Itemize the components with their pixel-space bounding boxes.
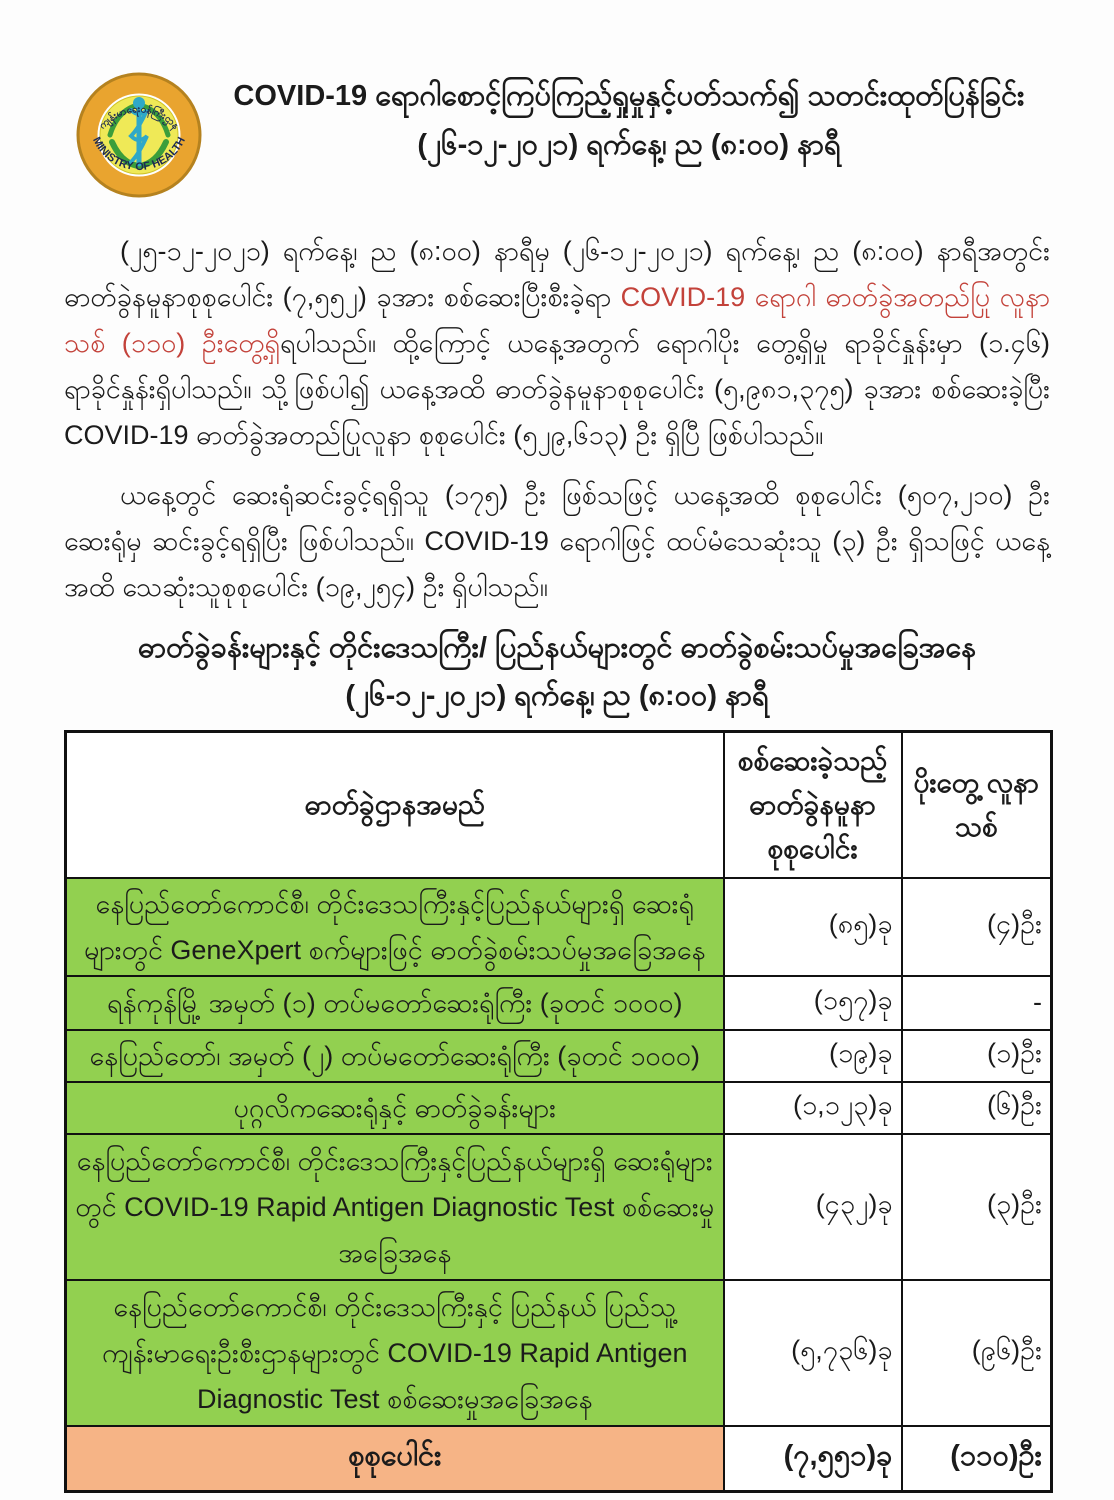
ministry-of-health-logo <box>76 72 202 198</box>
table-row <box>66 1134 1052 1280</box>
samples-cell: (၄၃၂)ခု <box>724 1134 902 1280</box>
paragraph-discharge-deaths: ယနေ့တွင် ဆေးရုံဆင်းခွင့်ရရှိသူ (၁၇၅) ဦး ဖြစ်သဖြင့် ယနေ့အထိ စုစုပေါင်း (၅၀၇,၂၁၀) ဦး ဆေးရုံမှ ဆင်းခွင့်ရရှိပြီး ဖြစ်ပါသည်။ COVID-19 ရောဂါဖြင့် ထပ်မံသေဆုံးသူ (၃) ဦး ရှိသဖြင့် ယနေ့ အထိ သေဆုံးသူစုစုပေါင်း (၁၉,၂၅၄) ဦး ရှိပါသည်။ <box>64 480 1050 602</box>
table-total-row <box>66 1426 1052 1492</box>
table-section-title <box>64 624 1050 720</box>
page-title-datetime: (၂၆-၁၂-၂၀၂၁) ရက်နေ့၊ ည (၈:၀၀) နာရီ <box>417 129 841 161</box>
total-positives-cell: (၁၁၀)ဦး <box>902 1426 1052 1492</box>
page-title-line1: COVID-19 ရောဂါစောင့်ကြပ်ကြည့်ရှုမှုနှင့်ပတ်သက်၍ သတင်းထုတ်ပြန်ခြင်း <box>233 80 1025 112</box>
logo-top-arc-text: ကျန်းမာရေးဝန်ကြီးဌာန <box>97 103 181 132</box>
new-confirmed-cases-highlight: COVID-19 ရောဂါ ဓာတ်ခွဲအတည်ပြု လူနာသစ် (၁၁၀) ဦးတွေ့ရှိ <box>64 282 1051 358</box>
report-body <box>0 228 1114 1493</box>
samples-tested-header: စစ်ဆေးခဲ့သည့် ဓာတ်ခွဲနမူနာ စုစုပေါင်း <box>724 732 902 878</box>
page-title <box>202 70 1056 168</box>
positives-cell: - <box>902 976 1052 1030</box>
table-row <box>66 976 1052 1030</box>
paragraph1-part2: ရပါသည်။ ထို့ကြောင့် ယနေ့အတွက် ရောဂါပိုး တွေ့ရှိမှု ရာခိုင်နှုန်းမှာ (၁.၄၆) ရာခိုင်နှုန်းရှိပါသည်။ သို့ဖြစ်ပါ၍ ယနေ့အထိ ဓာတ်ခွဲနမူနာစုစုပေါင်း (၅,၉၈၁,၃၇၅) ခုအား စစ်ဆေးခဲ့ပြီး COVID-19 ဓာတ်ခွဲအတည်ပြုလူနာ စုစုပေါင်း (၅၂၉,၆၁၃) ဦး ရှိပြီ ဖြစ်ပါသည်။ <box>64 328 1051 450</box>
logo-bottom-arc-text: MINISTRY OF HEALTH <box>90 135 188 174</box>
lab-name-header: ဓာတ်ခွဲဌာနအမည် <box>66 732 724 878</box>
table-row <box>66 878 1052 976</box>
positives-cell: (၁)ဦး <box>902 1030 1052 1082</box>
paragraph1-part1: (၂၅-၁၂-၂၀၂၁) ရက်နေ့၊ ည (၈:၀၀) နာရီမှ (၂၆-၁၂-၂၀၂၁) ရက်နေ့၊ ည (၈:၀၀) နာရီအတွင်း ဓာတ်ခွဲနမူနာစုစုပေါင်း (၇,၅၅၂) ခုအား စစ်ဆေးပြီးစီးခဲ့ရာ <box>64 236 1050 312</box>
samples-cell: (၁၉)ခု <box>724 1030 902 1082</box>
positives-cell: (၉၆)ဦး <box>902 1280 1052 1426</box>
lab-name-cell: နေပြည်တော်၊ အမှတ် (၂) တပ်မတော်ဆေးရုံကြီး (ခုတင် ၁၀၀၀) <box>66 1030 724 1082</box>
lab-name-cell: နေပြည်တော်ကောင်စီ၊ တိုင်းဒေသကြီးနှင့်ပြည်နယ်များရှိ ဆေးရုံ များတွင် GeneXpert စက်များဖြင့် ဓာတ်ခွဲစမ်းသပ်မှုအခြေအနေ <box>66 878 724 976</box>
samples-cell: (၁၅၇)ခု <box>724 976 902 1030</box>
lab-name-cell: ရန်ကုန်မြို့ အမှတ် (၁) တပ်မတော်ဆေးရုံကြီး (ခုတင် ၁၀၀၀) <box>66 976 724 1030</box>
new-positives-header: ပိုးတွေ့ လူနာသစ် <box>902 732 1052 878</box>
samples-cell: (၈၅)ခု <box>724 878 902 976</box>
lab-name-cell: နေပြည်တော်ကောင်စီ၊ တိုင်းဒေသကြီးနှင့် ပြည်နယ် ပြည်သူ့ကျန်းမာရေးဦးစီးဌာနများတွင် COVID-19 Rapid Antigen Diagnostic Test စစ်ဆေးမှုအခြေအနေ <box>66 1280 724 1426</box>
table-row <box>66 1030 1052 1082</box>
samples-cell: (၅,၇၃၆)ခု <box>724 1280 902 1426</box>
table-row <box>66 1082 1052 1134</box>
samples-cell: (၁,၁၂၃)ခု <box>724 1082 902 1134</box>
positives-cell: (၄)ဦး <box>902 878 1052 976</box>
paragraph-daily-summary <box>64 228 1050 458</box>
total-samples-cell: (၇,၅၅၁)ခု <box>724 1426 902 1492</box>
positives-cell: (၃)ဦး <box>902 1134 1052 1280</box>
table-section-title-datetime: (၂၆-၁၂-၂၀၂၁) ရက်နေ့၊ ည (၈:၀၀) နာရီ <box>345 680 769 712</box>
lab-testing-table <box>64 730 1053 1493</box>
report-header <box>0 0 1114 198</box>
ministry-of-health-logo-icon <box>76 72 202 198</box>
lab-name-cell: နေပြည်တော်ကောင်စီ၊ တိုင်းဒေသကြီးနှင့်ပြည်နယ်များရှိ ဆေးရုံများတွင် COVID-19 Rapid Antigen Diagnostic Test စစ်ဆေးမှုအခြေအနေ <box>66 1134 724 1280</box>
lab-name-cell: ပုဂ္ဂလိကဆေးရုံနှင့် ဓာတ်ခွဲခန်းများ <box>66 1082 724 1134</box>
table-header-row <box>66 732 1052 878</box>
positives-cell: (၆)ဦး <box>902 1082 1052 1134</box>
table-section-title-line1: ဓာတ်ခွဲခန်းများနှင့် တိုင်းဒေသကြီး/ ပြည်နယ်များတွင် ဓာတ်ခွဲစမ်းသပ်မှုအခြေအနေ <box>137 632 977 664</box>
table-row <box>66 1280 1052 1426</box>
total-label-cell: စုစုပေါင်း <box>66 1426 724 1492</box>
